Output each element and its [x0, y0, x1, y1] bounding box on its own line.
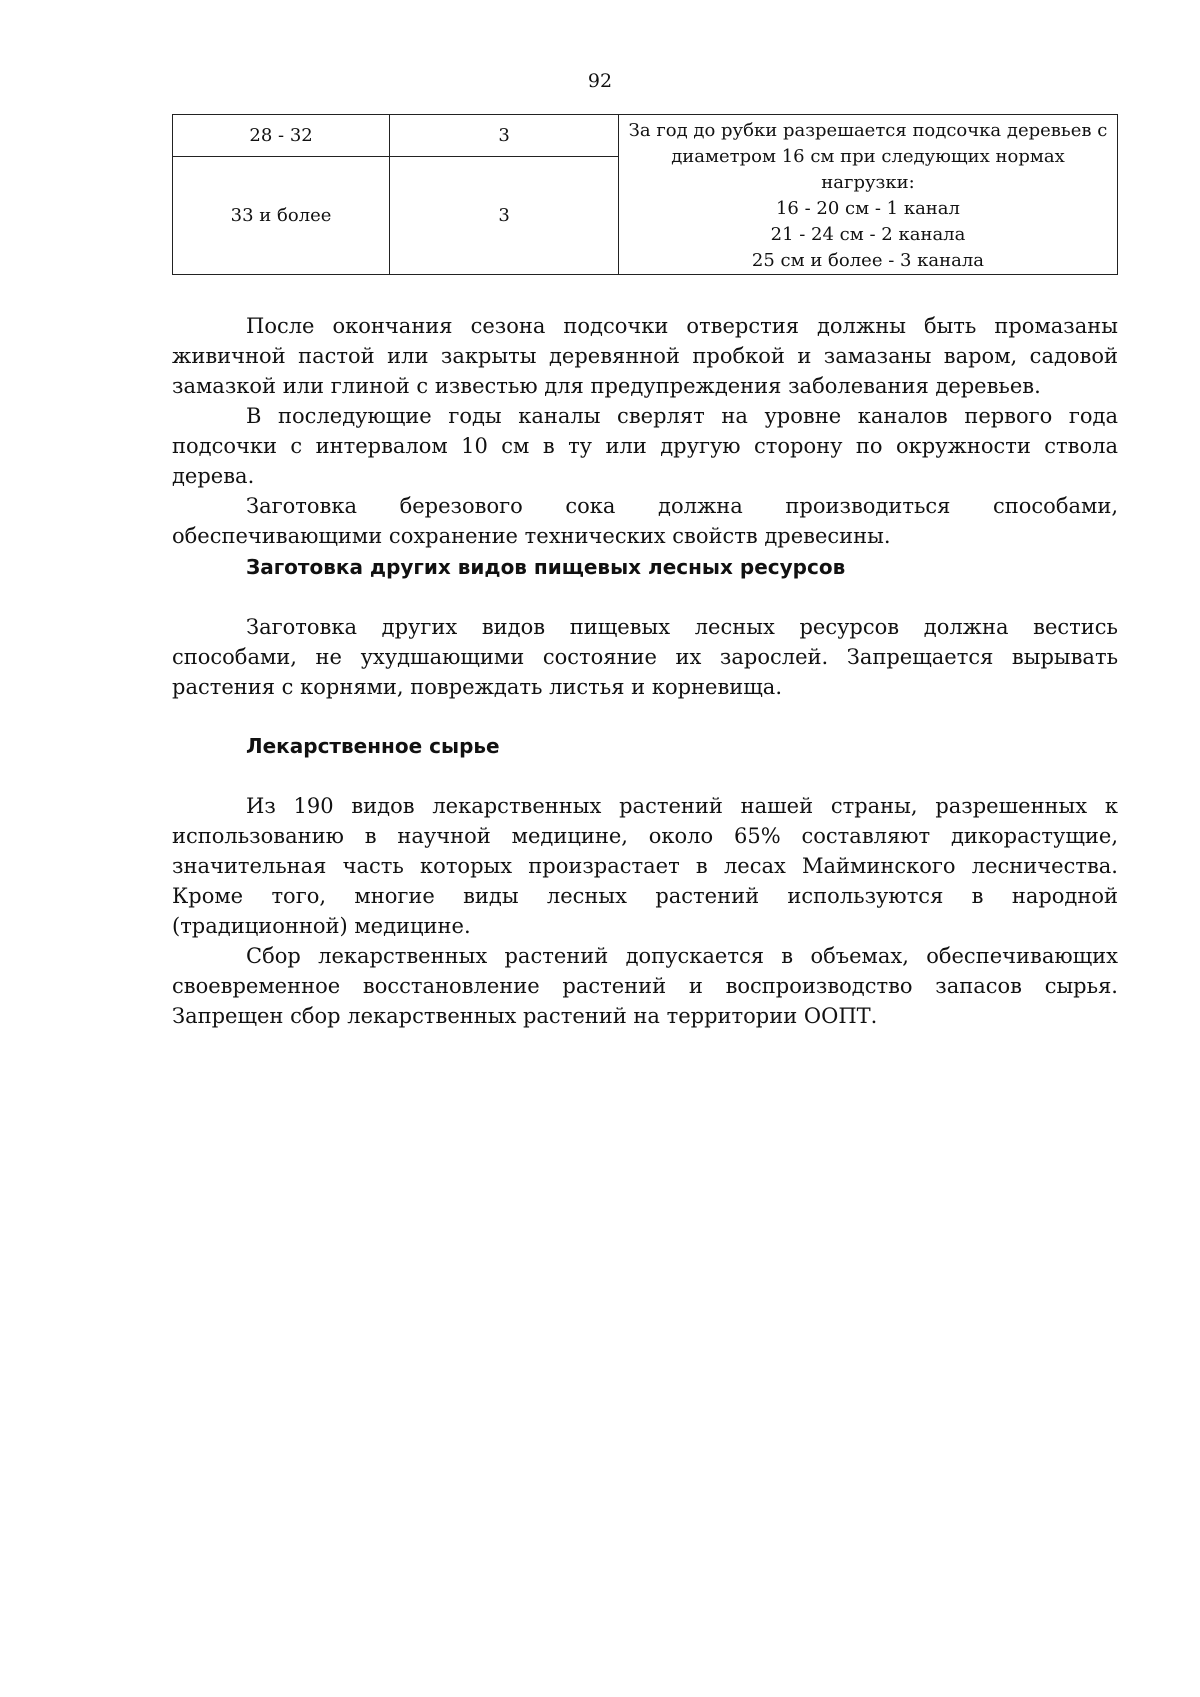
section-heading: Лекарственное сырье	[246, 734, 500, 758]
section-heading: Заготовка других видов пищевых лесных ресурсов	[246, 555, 846, 579]
paragraph: Заготовка других видов пищевых лесных ресурсов должна вестись способами, не ухудшающими состояние их зарослей. Запрещается вырывать растения с корнями, повреждать листья и корневища.	[172, 615, 1118, 699]
value-cell: 3	[390, 157, 619, 275]
note-line: диаметром 16 см при следующих нормах	[671, 146, 1065, 167]
diameter-cell: 33 и более	[173, 157, 390, 275]
page-number: 92	[587, 70, 613, 92]
section-medicinal-raw	[172, 731, 1118, 761]
section-medicinal-raw-text	[172, 791, 1118, 1031]
tapping-note-cell	[618, 115, 1117, 275]
paragraph: Сбор лекарственных растений допускается в объемах, обеспечивающих своевременное восстановление растений и воспроизводство запасов сырья. Запрещен сбор лекарственных растений на территории ООПТ.	[172, 944, 1118, 1028]
note-line: 16 - 20 см - 1 канал	[775, 198, 960, 219]
section-tapping-text	[172, 311, 1118, 551]
section-food-resources	[172, 552, 1118, 582]
value-cell: 3	[390, 115, 619, 157]
note-line: За год до рубки разрешается подсочка деревьев с	[628, 120, 1108, 141]
section-food-resources-text	[172, 612, 1118, 702]
paragraph: После окончания сезона подсочки отверстия должны быть промазаны живичной пастой или закрыты деревянной пробкой и замазаны варом, садовой замазкой или глиной с известью для предупреждения заболевания деревьев.	[172, 314, 1118, 398]
paragraph: Заготовка березового сока должна производиться способами, обеспечивающими сохранение технических свойств древесины.	[172, 494, 1118, 548]
table-row	[173, 115, 1118, 157]
note-line: нагрузки:	[821, 172, 915, 193]
note-line: 21 - 24 см - 2 канала	[770, 224, 966, 245]
diameter-cell: 28 - 32	[173, 115, 390, 157]
tapping-norms-table	[172, 114, 1118, 275]
note-line: 25 см и более - 3 канала	[751, 250, 985, 271]
paragraph: В последующие годы каналы сверлят на уровне каналов первого года подсочки с интервалом 10 см в ту или другую сторону по окружности ствола дерева.	[172, 404, 1118, 488]
paragraph: Из 190 видов лекарственных растений нашей страны, разрешенных к использованию в научной медицине, около 65% составляют дикорастущие, значительная часть которых произрастает в лесах Майминского лесничества. Кроме того, многие виды лесных растений используются в народной (традиционной) медицине.	[172, 794, 1118, 938]
